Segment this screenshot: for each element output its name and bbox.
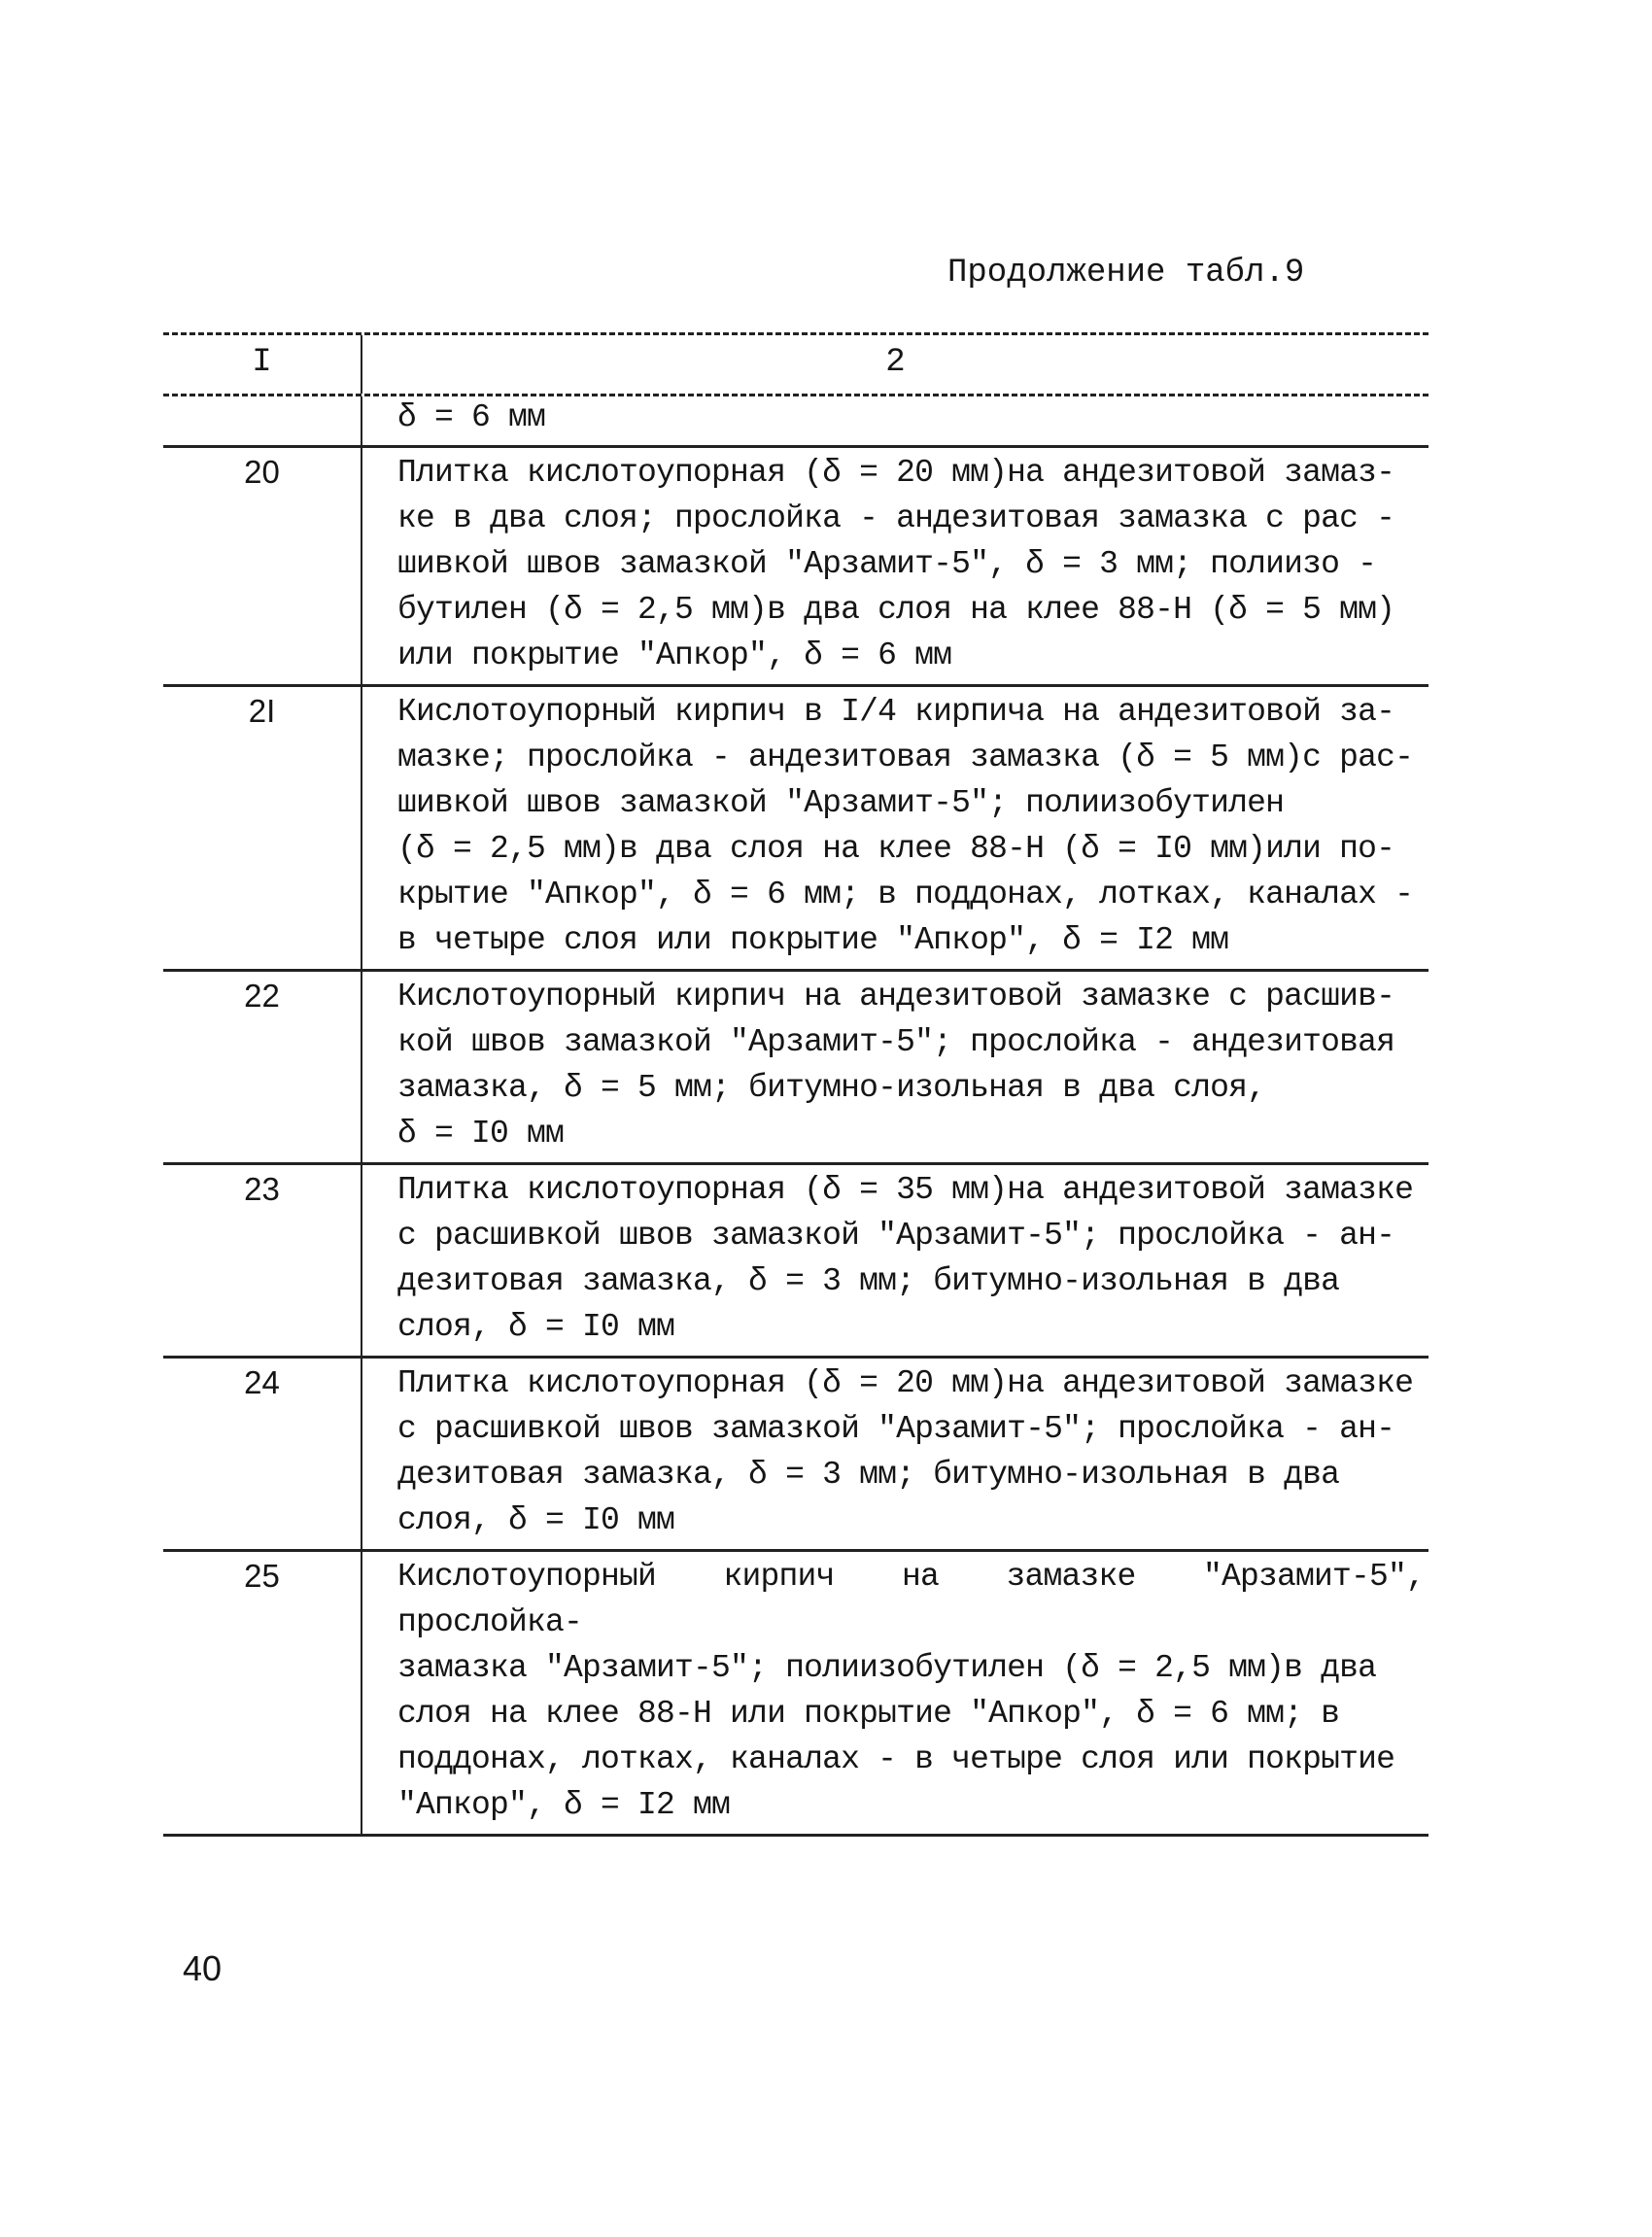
table-row — [163, 396, 1428, 448]
table-row — [163, 1552, 1428, 1837]
row-description: Плитка кислотоупорная (δ = 35 мм)на андезитовой замазке с расшивкой швов замазкой "Арзамит-5"; прослойка - ан- дезитовая замазка, δ = 3 мм; битумно-изольная в два слоя, δ = I0 мм — [397, 1172, 1414, 1345]
column-header-2: 2 — [885, 344, 906, 381]
row-number: 25 — [163, 1552, 362, 1834]
row-number: 23 — [163, 1165, 362, 1356]
table-row — [163, 448, 1428, 687]
row-number: 24 — [163, 1359, 362, 1549]
column-header-1: I — [163, 335, 362, 394]
row-description: Кислотоупорный кирпич на замазке "Арзамит-5", прослойка- замазка "Арзамит-5"; полиизобутилен (δ = 2,5 мм)в два слоя на клее 88-Н или покрытие "Апкор", δ = 6 мм; в поддонах, лотках, каналах - в четыре слоя или покрытие "Апкор", δ = I2 мм — [397, 1559, 1425, 1823]
row-description: Кислотоупорный кирпич на андезитовой замазке с расшив- кой швов замазкой "Арзамит-5"; прослойка - андезитовая замазка, δ = 5 мм; битумно-изольная в два слоя, δ = I0 мм — [397, 979, 1395, 1152]
table-continuation-label: Продолжение табл.9 — [947, 255, 1305, 292]
row-number: 20 — [163, 448, 362, 684]
materials-table — [163, 332, 1428, 1837]
row-description: Плитка кислотоупорная (δ = 20 мм)на андезитовой замаз- ке в два слоя; прослойка - андезитовая замазка с рас - шивкой швов замазкой "Арзамит-5", δ = 3 мм; полиизо - бутилен (δ = 2,5 мм)в два слоя на клее 88-Н (δ = 5 мм) или покрытие "Апкор", δ = 6 мм — [397, 455, 1395, 673]
row-description: Плитка кислотоупорная (δ = 20 мм)на андезитовой замазке с расшивкой швов замазкой "Арзамит-5"; прослойка - ан- дезитовая замазка, δ = 3 мм; битумно-изольная в два слоя, δ = I0 мм — [397, 1365, 1414, 1538]
table-row — [163, 1359, 1428, 1552]
table-row — [163, 1165, 1428, 1359]
row-number — [163, 396, 362, 445]
table-row — [163, 687, 1428, 972]
row-number: 2I — [163, 687, 362, 969]
table-header-row — [163, 332, 1428, 396]
table-row — [163, 972, 1428, 1165]
page-number: 40 — [183, 1948, 223, 1988]
row-description: Кислотоупорный кирпич в I/4 кирпича на андезитовой за- мазке; прослойка - андезитовая замазка (δ = 5 мм)с рас- шивкой швов замазкой "Арзамит-5"; полиизобутилен (δ = 2,5 мм)в два слоя на клее 88-Н (δ = I0 мм)или по- крытие "Апкор", δ = 6 мм; в поддонах, лотках, каналах - в четыре слоя или покрытие "Апкор", δ = I2 мм — [397, 694, 1414, 958]
row-description: δ = 6 мм — [397, 399, 546, 435]
row-number: 22 — [163, 972, 362, 1162]
